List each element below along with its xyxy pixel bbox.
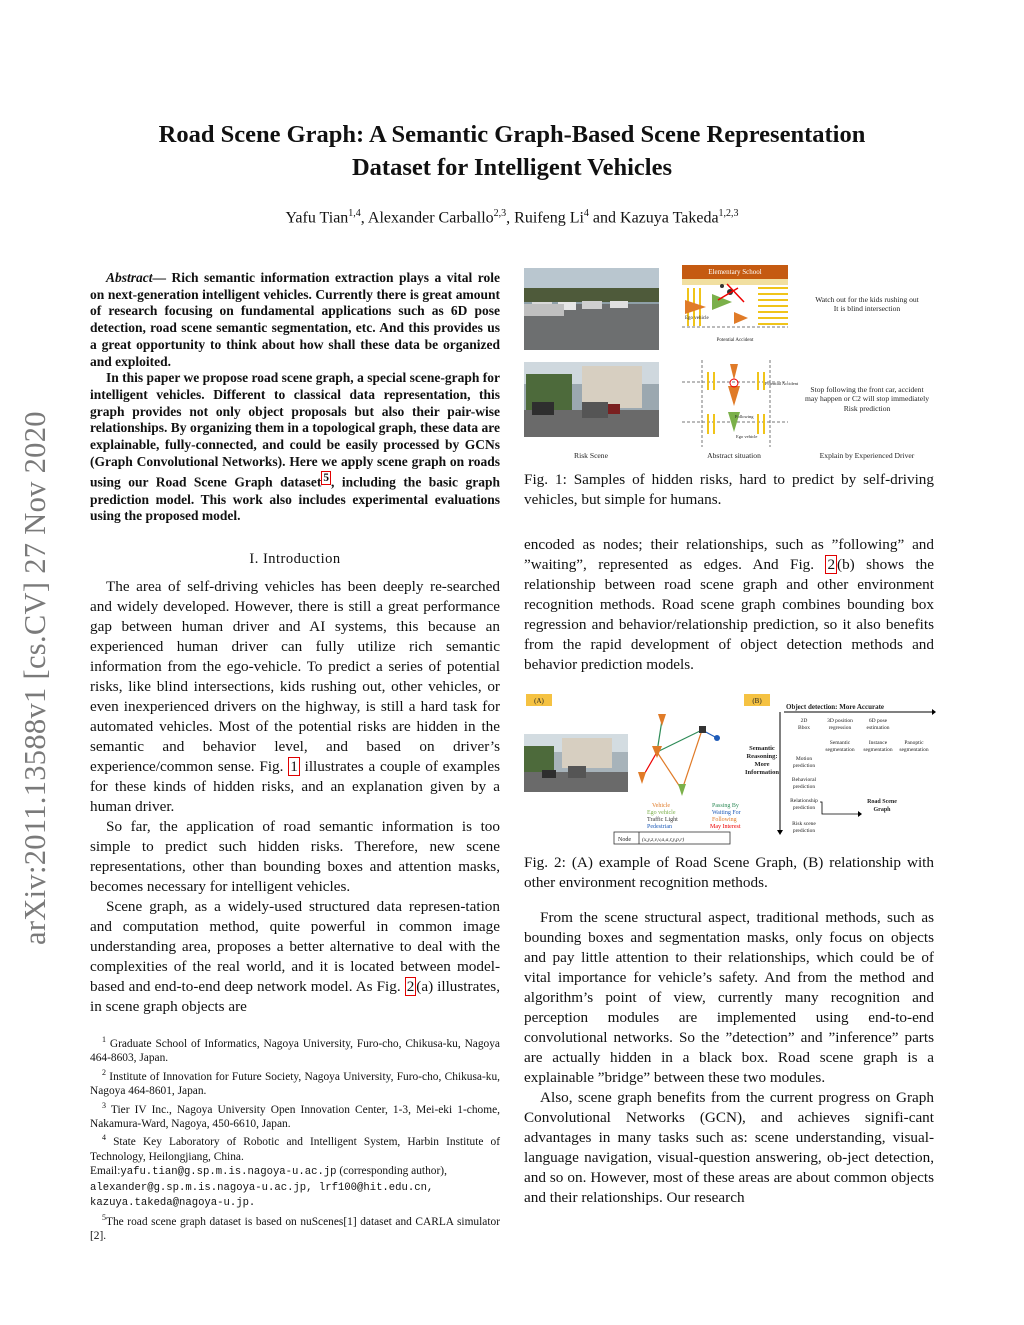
semantic-4: Information [745, 769, 779, 776]
following-label: Following [735, 414, 754, 419]
legend-ped: Pedestrian [647, 824, 672, 830]
col-label-abstract: Abstract situation [707, 451, 761, 460]
right-column-top [524, 535, 934, 675]
risk-photo-street [524, 362, 659, 437]
note-kids: Watch out for the kids rushing out [815, 295, 919, 304]
scene-graph-diagram [638, 714, 720, 796]
pan-1: Panoptic [904, 740, 924, 746]
email-link-1[interactable]: yafu.tian@g.sp.m.is.nagoya-u.ac.jp [120, 1166, 337, 1179]
fn-4-mark: 4 [102, 1133, 106, 1143]
seg-1: Semantic [829, 740, 851, 746]
ins-2: segmentation [863, 747, 893, 753]
c3d-1: 3D position [827, 718, 853, 724]
abstract-label: Abstract [106, 270, 153, 285]
author-4: and Kazuya Takeda [588, 209, 719, 227]
motion-1: Motion [795, 756, 813, 762]
rel-2: prediction [792, 805, 816, 811]
semantic-3: More [754, 761, 770, 768]
intro-p2: So far, the application of road semantic information is too simple to predict such hidden risks. Therefore, new scene representations, other than bounding boxes and attention masks, becomes necessary for intelligent vehicles. [90, 818, 500, 895]
note-c2-stop: may happen or C2 will stop immediately [804, 394, 930, 403]
c6d-1: 6D pose [868, 718, 888, 724]
abstract-p2b: , including the basic graph prediction model. This work also includes experimental evaluations using the proposed model. [90, 474, 500, 524]
section-heading-introduction: I. Introduction [249, 551, 341, 567]
author-4-affil: 1,2,3 [718, 208, 739, 219]
rel-1: Relationship [790, 798, 818, 804]
author-3-affil: 4 [583, 208, 589, 219]
ins-1: Instance [868, 740, 888, 746]
figure-1 [522, 262, 936, 462]
fn-3-mark: 3 [102, 1100, 106, 1110]
c2d-1: 2D [800, 718, 808, 724]
title-line-1: Road Scene Graph: A Semantic Graph-Based Scene Representation [158, 121, 866, 148]
fn-2: Institute of Innovation for Future Society, Nagoya University, Furo-cho, Chikusa-ku, Nagoya 464-8601, Japan. [90, 1070, 500, 1098]
tag-a: (A) [534, 697, 544, 705]
introduction-body [90, 577, 500, 1017]
fn-5-mark: 5 [102, 1212, 106, 1222]
email-link-2[interactable]: alexander@g.sp.m.is.nagoya-u.ac.jp, lrf100@hit.edu.cn, [90, 1181, 434, 1194]
potential-accident-mid: Potential Accident [765, 381, 799, 386]
legend-vehicle: Vehicle [652, 803, 670, 809]
abstract-scene-school [682, 265, 788, 343]
rcol-p1b: (b) shows the relationship between road scene graph and other environment recognition methods. Road scene graph combines bounding box regression and behavior/relationship prediction, so it also benefits from the rapid development of object detection methods and behavior prediction models. [524, 556, 935, 673]
abstract-p2a: In this paper we propose road scene graph, a special scene-graph for intelligent vehicles. Different to classical data representation, this graph provides not only object proposals but also their pair-wise relationships. By organizing them in a topological graph, these data are explainable, fully-connected, and could be easily processed by GCNs (Graph Convolutional Networks). Here we apply scene graph on roads using our Road Scene Graph dataset [90, 370, 500, 490]
paper-title [80, 118, 944, 184]
rcol-bottom-p2: Also, scene graph benefits from the current progress on Graph Convolutional Networks (GCN), and achieves signifi-cant advantages in many tasks such as: scene understanding, visual-language navigation, visual-question answering, ob-ject detection, and so on. However, most of these areas are about common objects and their relationships. Our research [524, 1089, 934, 1206]
fn-5: The road scene graph dataset is based on nuScenes[1] dataset and CARLA simulator [2]. [90, 1215, 500, 1242]
risk-photo-parking [524, 268, 659, 350]
note-blind-intersection: It is blind intersection [833, 304, 901, 313]
col-label-explain: Explain by Experienced Driver [819, 451, 915, 460]
rsg-1: Road Scene [867, 799, 897, 805]
fig-ref-2b[interactable]: 2 [827, 556, 836, 573]
note-risk-prediction: Risk prediction [843, 404, 891, 413]
semantic-1: Semantic [749, 745, 775, 752]
fn-3: Tier IV Inc., Nagoya University Open Innovation Center, 1-3, Mei-eki 1-chome, Nakamura-Ward, Nagoya, 450-6610, Japan. [90, 1103, 500, 1130]
arxiv-identifier[interactable]: arXiv:2011.13588v1 [cs.CV] 27 Nov 2020 [18, 411, 52, 945]
rcol-p1a: encoded as nodes; their relationships, such as ”following” and ”waiting”, represented as edges. And Fig. [524, 536, 934, 573]
ego-label-bottom: Ego vehicle [736, 434, 758, 439]
intro-p1a: The area of self-driving vehicles has been deeply re-searched and widely developed. However, there is still a great performance gap between human driver and AI systems, this because an experienced human driver can fully utilize rich semantic information from the ego-vehicle. To predict a series of potential risks, like blind intersections, kids rushing out, other vehicles, or even inexperienced drivers on the highway, is still a hard task for automated vehicles. Most of the potential risks are hidden in the semantic and behavior level, and based on driver’s experience/common sense. Fig. [90, 578, 500, 775]
rsg-2: Graph [873, 807, 891, 813]
legend-following: Following [712, 817, 737, 823]
beh-2: prediction [792, 784, 816, 790]
legend-passing: Passing By [712, 803, 739, 809]
abstract-scene-intersection [682, 360, 799, 447]
risk-1: Risk scene [792, 821, 816, 827]
potential-accident-top: Potential Accident [716, 338, 754, 343]
col-label-risk-scene: Risk Scene [574, 451, 608, 460]
intro-p3a: Scene graph, as a widely-used structured data represen-tation and computation method, quite powerful in common image understanding area, proposes a better alternative to deal with the complexities of the real world, and it is located between model-based and end-to-end deep network model. As Fig. [90, 898, 500, 995]
fn-4: State Key Laboratory of Robotic and Intelligent System, Harbin Institute of Technology, Heilongjiang, China. [90, 1136, 500, 1163]
email-label: Email: [90, 1165, 121, 1178]
figure-1-caption: Fig. 1: Samples of hidden risks, hard to predict by self-driving vehicles, but simple for humans. [524, 471, 934, 508]
intro-p3b: (a) illustrates, in scene graph objects are [90, 978, 500, 1015]
graph-photo [524, 734, 628, 792]
author-list [80, 208, 944, 227]
pan-2: segmentation [899, 747, 929, 753]
email-note: (corresponding author), [336, 1165, 447, 1178]
fig-ref-1[interactable]: 1 [290, 758, 298, 775]
fn-1: Graduate School of Informatics, Nagoya University, Furo-cho, Chikusa-ku, Nagoya 464-8603, Japan. [90, 1037, 500, 1065]
node-label: Node [618, 837, 631, 843]
legend-ego: Ego vehicle [647, 810, 676, 816]
title-line-2: Dataset for Intelligent Vehicles [351, 154, 673, 181]
risk-2: prediction [792, 828, 816, 834]
author-2: , Alexander Carballo [360, 209, 494, 227]
author-1: Yafu Tian [285, 209, 349, 227]
node-vector: (x,y,z,v,v,a,a,r,y,p,r) [642, 837, 685, 843]
ego-label-top: Ego vehicle [685, 316, 709, 321]
abstract [90, 270, 500, 525]
c2d-2: Bbox [798, 725, 810, 731]
legend-interest: May Interest [710, 824, 741, 830]
legend-waiting: Waiting For [712, 810, 741, 816]
motion-2: prediction [792, 763, 816, 769]
legend-light: Traffic Light [647, 817, 678, 823]
beh-1: Behavioral [791, 777, 817, 783]
rcol-bottom-p1: From the scene structural aspect, traditional methods, such as bounding boxes and segmentation masks, only focus on objects and pay little attention to their relationships, which could be of vital importance for vehicle’s safety. And from the method and algorithm’s point of view, currently many recognition and perception modules are implemented using end-to-end convolutional networks. So the ”detection” and ”inference” parts are actually hidden in a black box. Road scene graph is a explainable ”bridge” between these two modules. [524, 909, 934, 1086]
fn-1-mark: 1 [102, 1035, 106, 1044]
footnotes [90, 1033, 500, 1243]
semantic-2: Reasoning: [746, 753, 778, 760]
seg-2: segmentation [825, 747, 855, 753]
figure-2 [522, 690, 936, 846]
author-3: , Ruifeng Li [506, 209, 584, 227]
figure-2-caption: Fig. 2: (A) example of Road Scene Graph, (B) relationship with other environment recognition methods. [524, 854, 934, 891]
arrow-label: Object detection: More Accurate [786, 703, 885, 711]
author-1-affil: 1,4 [348, 208, 361, 219]
fig-ref-2[interactable]: 2 [406, 978, 415, 995]
school-label: Elementary School [708, 268, 762, 276]
note-stop-following: Stop following the front car, accident [810, 385, 924, 394]
fn-2-mark: 2 [102, 1067, 106, 1077]
c6d-2: estimation [866, 725, 890, 731]
email-link-3[interactable]: kazuya.takeda@nagoya-u.jp. [90, 1197, 256, 1210]
tag-b: (B) [752, 697, 762, 705]
intro-p1b: illustrates a couple of examples for these kinds of hidden risks, and an explanation given by a human driver. [90, 758, 501, 815]
footnote-ref-5[interactable]: 5 [323, 472, 329, 485]
author-2-affil: 2,3 [493, 208, 507, 219]
right-column-bottom [524, 908, 934, 1208]
abstract-p1: — Rich semantic information extraction plays a vital role on next-generation intelligent vehicles. Currently there is great amount of research focusing on fundamental applications such as 6D pose detection, road scene semantic segmentation, etc. And this provides us a great opportunity to think about how shall these data be organized and exploited. [90, 270, 500, 369]
c3d-2: regression [828, 725, 852, 731]
